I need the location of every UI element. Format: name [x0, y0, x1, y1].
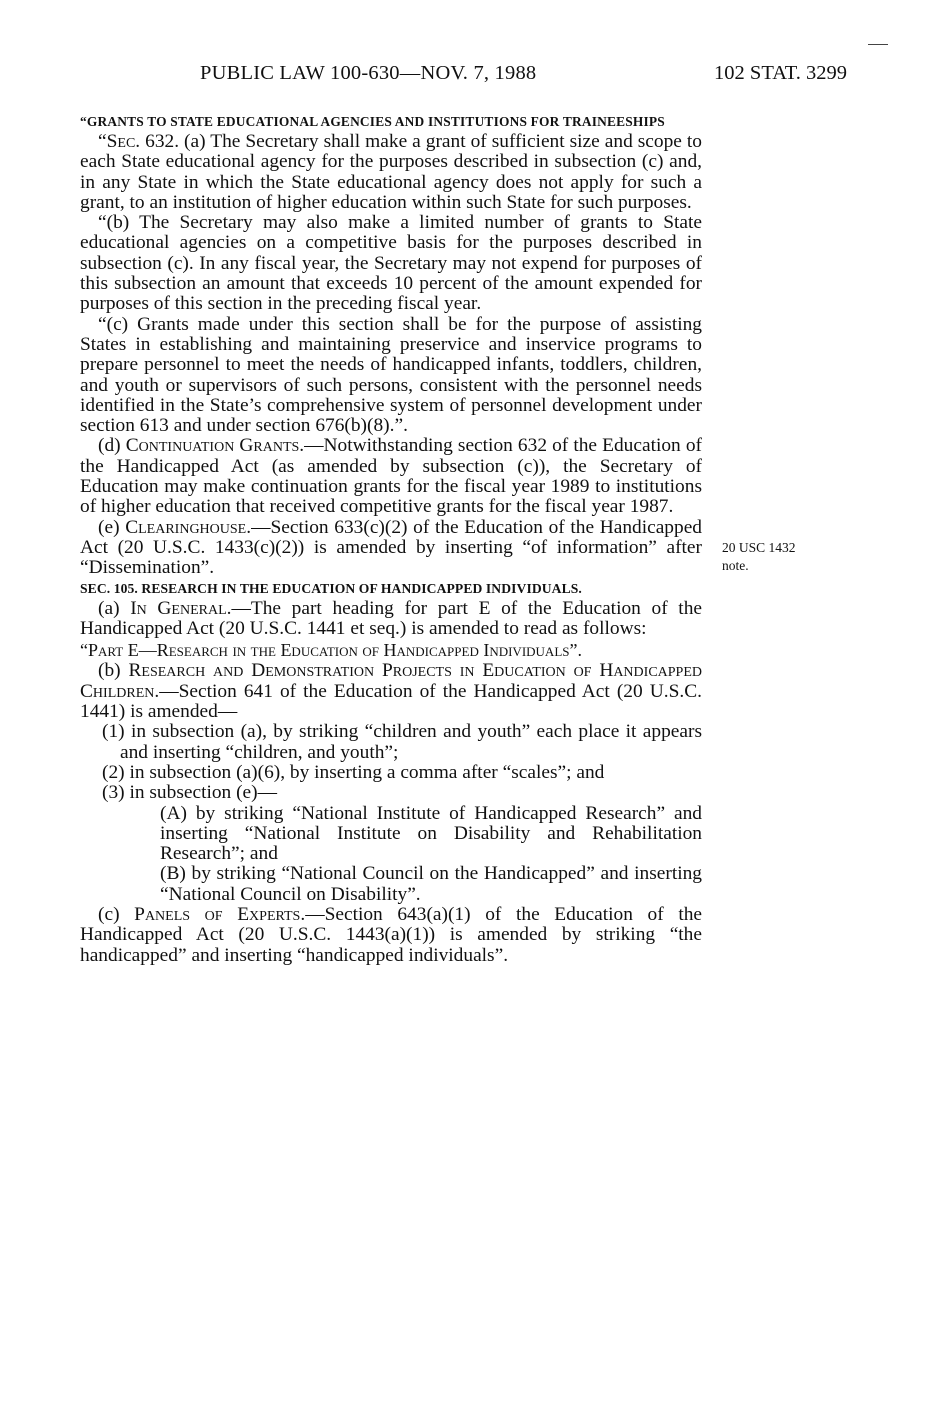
sec-632-a-text: (a) The Secretary shall make a grant of sufficient size and scope to each State educational agency for the purposes described in subsection (c) and, in any State in which the State educational agency does not apply for such a grant, to an institution of higher education within such State for such purposes.	[80, 131, 702, 213]
main-text-column	[80, 112, 702, 966]
part-e-heading: “Part E—Research in the Education of Handicapped Individuals”.	[80, 640, 582, 661]
sec-632-c: “(c) Grants made under this section shall be for the purpose of assisting States in establishing and maintaining preservice and inservice programs to prepare personnel to meet the needs of handicapped infants, toddlers, children, and youth or supervisors of such persons, consistent with the personnel needs identified in the State’s comprehensive system of personnel development under section 613 and under section 676(b)(8).”.	[80, 313, 702, 437]
subsection-b-item-3-B: (B) by striking “National Council on the Handicapped” and inserting “National Council on Disability”.	[160, 863, 702, 905]
sec-632-b: “(b) The Secretary may also make a limited number of grants to State educational agencies on a competitive basis for the purposes described in subsection (c). In any fiscal year, the Secretary may not expend for purposes of this subsection an amount that exceeds 10 percent of the amount expended for purposes of this section in the preceding fiscal year.	[80, 212, 702, 315]
page-edge-mark	[868, 44, 888, 45]
subsection-d	[80, 436, 702, 517]
subsection-b-item-3-A: (A) by striking “National Institute of Handicapped Research” and inserting “National Institute on Disability and Rehabilitation Research”; and	[160, 802, 702, 865]
subsection-a-text: —The part heading for part E of the Education of the Handicapped Act (20 U.S.C. 1441 et seq.) is amended to read as follows:	[80, 597, 702, 640]
subsection-d-heading: Continuation Grants.	[125, 435, 305, 457]
subsection-c	[80, 905, 702, 966]
subsection-e-label: (e)	[98, 516, 126, 538]
margin-note-line-2: note.	[722, 558, 749, 573]
subsection-b-item-3: (3) in subsection (e)—	[102, 782, 278, 804]
subsection-e	[80, 518, 702, 579]
subsection-e-text: —Section 633(c)(2) of the Education of the Handicapped Act (20 U.S.C. 1433(c)(2)) is amended by inserting “of information” after “Dissemination”.	[80, 516, 703, 579]
sec-632-a	[80, 132, 702, 213]
page-header	[200, 62, 847, 90]
subsection-b	[80, 661, 702, 722]
statute-page-number: 102 STAT. 3299	[714, 62, 847, 84]
subsection-d-label: (d)	[98, 435, 126, 457]
section-632-heading: “GRANTS TO STATE EDUCATIONAL AGENCIES AND INSTITUTIONS FOR TRAINEESHIPS	[80, 114, 665, 129]
subsection-d-text: —Notwithstanding section 632 of the Education of the Handicapped Act (as amended by subsection (c)), the Secretary of Education may make continuation grants for the fiscal year 1989 to institutions of higher education that received competitive grants for the fiscal year 1987.	[80, 435, 702, 518]
subsection-c-text: —Section 643(a)(1) of the Education of the Handicapped Act (20 U.S.C. 1443(a)(1)) is amended by striking “the handicapped” and inserting “handicapped individuals”.	[80, 903, 703, 966]
subsection-a	[80, 599, 702, 640]
sec-632-lead: “Sec. 632.	[98, 131, 180, 152]
margin-citation-note	[722, 539, 842, 575]
subsection-b-item-1: (1) in subsection (a), by striking “children and youth” each place it appears and inserting “children, and youth”;	[102, 721, 702, 763]
running-head-title: PUBLIC LAW 100-630—NOV. 7, 1988	[200, 62, 537, 84]
subsection-b-text: —Section 641 of the Education of the Handicapped Act (20 U.S.C. 1441) is amended—	[80, 680, 702, 723]
subsection-b-label: (b)	[98, 660, 129, 682]
subsection-a-label: (a)	[98, 597, 131, 619]
margin-note-line-1: 20 USC 1432	[722, 540, 796, 555]
section-105-heading: SEC. 105. RESEARCH IN THE EDUCATION OF HANDICAPPED INDIVIDUALS.	[80, 580, 582, 596]
subsection-b-item-2: (2) in subsection (a)(6), by inserting a comma after “scales”; and	[102, 761, 605, 783]
subsection-b-heading: Research and Demonstration Projects in Education of Handicapped Children.	[80, 660, 702, 702]
subsection-a-heading: In General.	[130, 597, 232, 619]
subsection-e-heading: Clearinghouse.	[125, 516, 252, 538]
subsection-c-heading: Panels of Experts.	[134, 903, 306, 925]
subsection-c-label: (c)	[98, 903, 135, 925]
